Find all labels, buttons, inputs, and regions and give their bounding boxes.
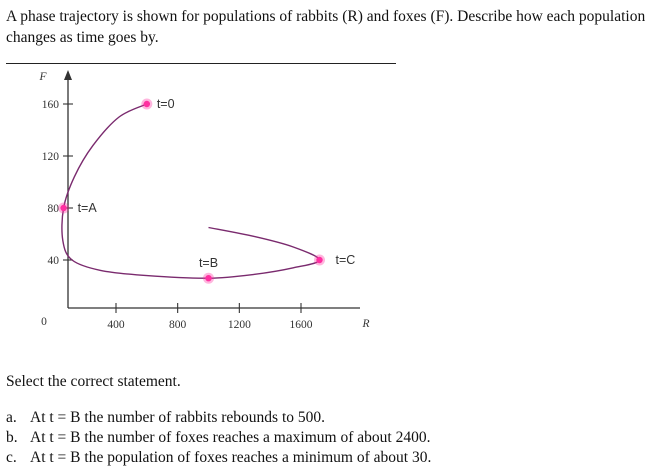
point-label: t=0 (156, 97, 175, 111)
question-text: A phase trajectory is shown for populations of rabbits (R) and foxes (F). Describe how each population changes as time goes by. (6, 8, 646, 46)
y-axis-arrow (64, 70, 72, 80)
option-a[interactable] (6, 408, 431, 428)
x-tick-label: 1600 (289, 319, 313, 331)
option-letter: a. (6, 409, 17, 426)
x-tick-label: 800 (169, 319, 187, 331)
x-tick-label: 1200 (227, 319, 251, 331)
prompt-text: Select the correct statement. (6, 373, 181, 390)
option-text: At t = B the number of foxes reaches a maximum of about 2400. (30, 429, 431, 446)
x-tick-label: 400 (107, 319, 125, 331)
answer-options (6, 408, 431, 468)
option-c[interactable] (6, 448, 431, 468)
y-tick-label: 120 (41, 151, 59, 163)
trajectory-curve (62, 104, 320, 278)
option-text: At t = B the population of foxes reaches a minimum of about 30. (30, 449, 432, 466)
point-label: t=A (77, 201, 97, 215)
point-label: t=B (198, 256, 219, 271)
option-text: At t = B the number of rabbits rebounds to 500. (30, 409, 326, 426)
trajectory-point (144, 101, 150, 107)
origin-label: 0 (41, 316, 47, 328)
trajectory-point (205, 275, 211, 281)
option-b[interactable] (6, 428, 431, 448)
trajectory-point (60, 205, 66, 211)
trajectory-point (316, 257, 322, 263)
y-axis-label: F (39, 71, 47, 83)
y-tick-label: 160 (41, 99, 59, 111)
x-axis-label: R (362, 318, 370, 330)
option-letter: c. (6, 449, 17, 466)
phase-trajectory-chart (0, 64, 420, 364)
point-label: t=C (335, 253, 356, 267)
option-letter: b. (6, 429, 18, 446)
y-tick-label: 40 (47, 255, 59, 267)
y-tick-label: 80 (47, 203, 59, 215)
trajectory-markers (58, 97, 355, 284)
